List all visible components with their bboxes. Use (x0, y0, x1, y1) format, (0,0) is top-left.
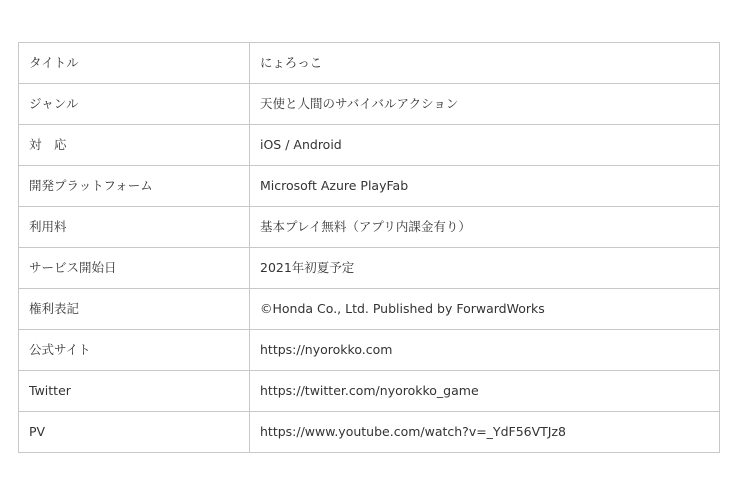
row-label: PV (19, 412, 250, 453)
table-row-price (19, 207, 720, 248)
table-row-title (19, 43, 720, 84)
row-value: iOS / Android (250, 125, 720, 166)
table-row-platform (19, 125, 720, 166)
row-value: 2021年初夏予定 (250, 248, 720, 289)
table-row-official-site (19, 330, 720, 371)
row-label: 対 応 (19, 125, 250, 166)
row-label: 開発プラットフォーム (19, 166, 250, 207)
table-row-copyright (19, 289, 720, 330)
table-row-genre (19, 84, 720, 125)
table-row-pv (19, 412, 720, 453)
row-label: 公式サイト (19, 330, 250, 371)
row-value: https://www.youtube.com/watch?v=_YdF56VTJz8 (250, 412, 720, 453)
row-value: https://twitter.com/nyorokko_game (250, 371, 720, 412)
row-value: 天使と人間のサバイバルアクション (250, 84, 720, 125)
row-value: 基本プレイ無料（アプリ内課金有り） (250, 207, 720, 248)
row-label: 権利表記 (19, 289, 250, 330)
row-value: Microsoft Azure PlayFab (250, 166, 720, 207)
table-row-release-date (19, 248, 720, 289)
row-label: タイトル (19, 43, 250, 84)
row-value: https://nyorokko.com (250, 330, 720, 371)
row-label: Twitter (19, 371, 250, 412)
table-row-twitter (19, 371, 720, 412)
row-label: ジャンル (19, 84, 250, 125)
game-info-table (18, 42, 720, 453)
table-row-dev-platform (19, 166, 720, 207)
row-label: サービス開始日 (19, 248, 250, 289)
row-value: にょろっこ (250, 43, 720, 84)
row-label: 利用料 (19, 207, 250, 248)
row-value: ©Honda Co., Ltd. Published by ForwardWorks (250, 289, 720, 330)
